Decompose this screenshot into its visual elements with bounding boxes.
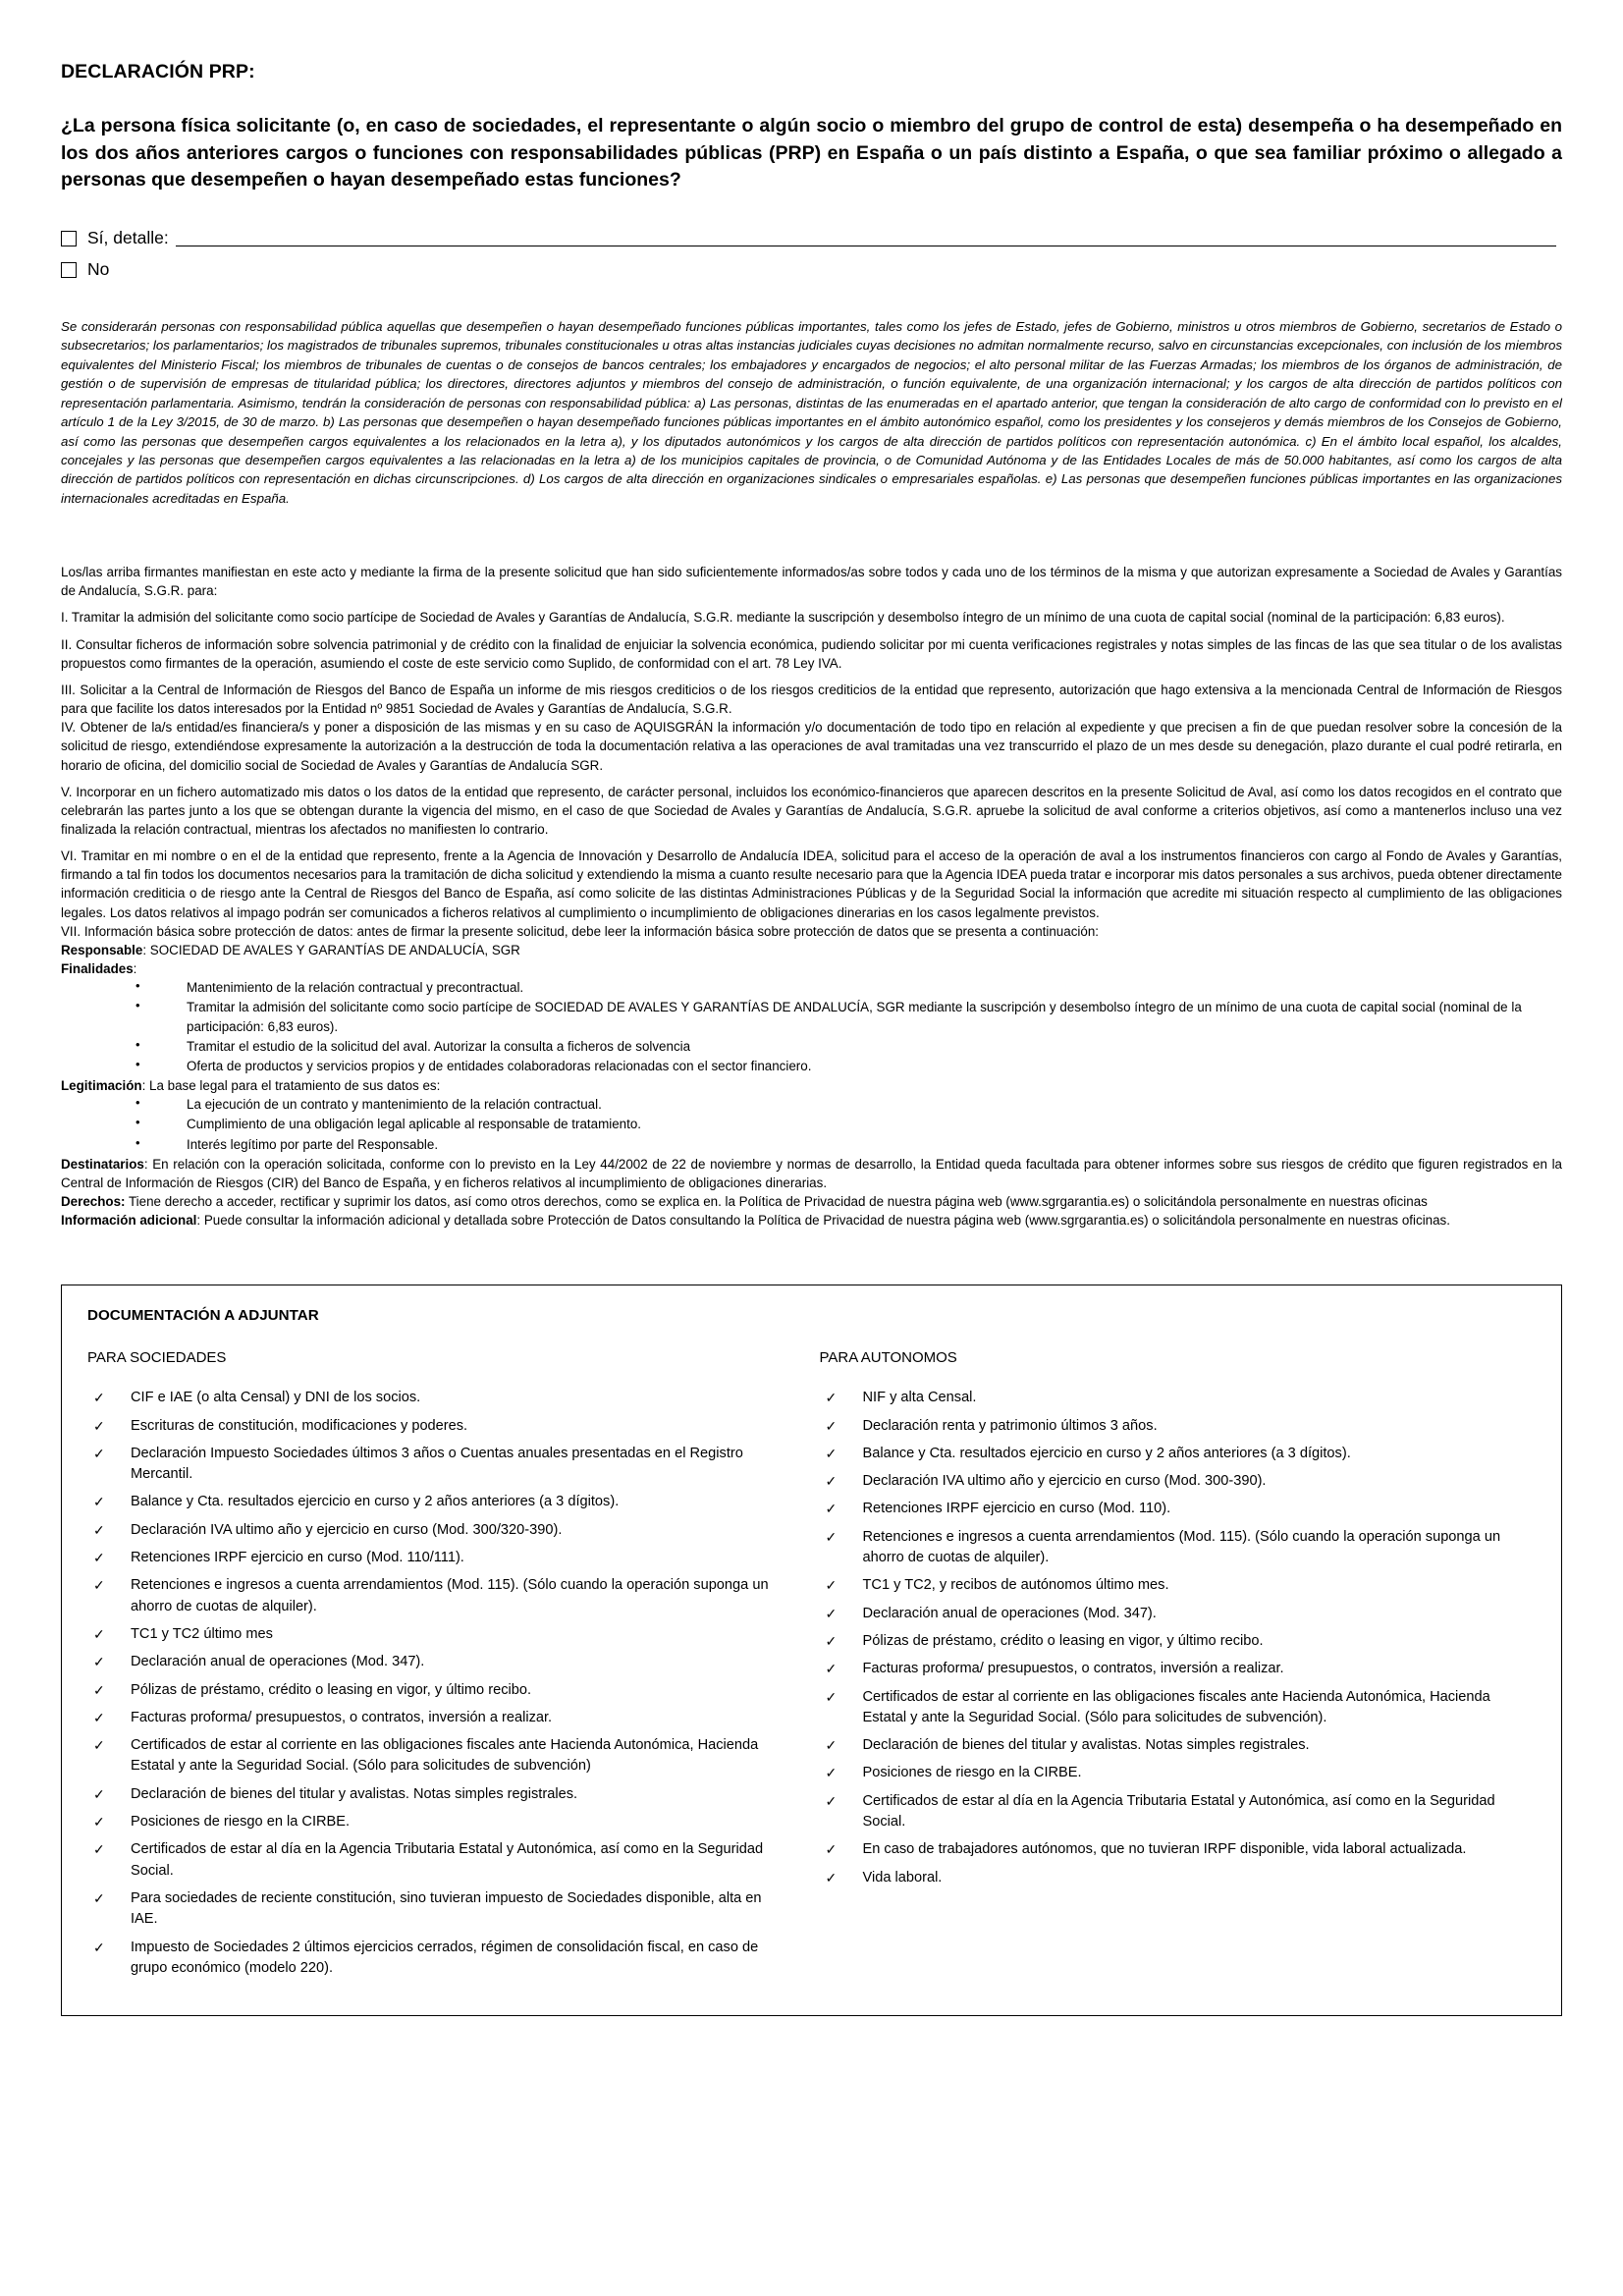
privacy-destinatarios-value: : En relación con la operación solicitada, conforme con lo previsto en la Ley 44/2002 de 22 de noviembre y normas de desarrollo, la Entidad queda facultada para obtener informes sobre sus riesgos de crédito que figuren registrados en la Central de Información de Riesgos (CIR) del Banco de España, y en ficheros relativos al incumplimiento de obligaciones dinerarias. — [61, 1156, 1562, 1190]
privacy-destinatarios — [61, 1155, 1562, 1192]
list-item: ✓ Posiciones de riesgo en la CIRBE. — [820, 1763, 1537, 1783]
list-item: ✓ Declaración de bienes del titular y avalistas. Notas simples registrales. — [87, 1784, 783, 1805]
authorization-item-1: I. Tramitar la admisión del solicitante como socio partícipe de Sociedad de Avales y Garantías de Andalucía, S.G.R. mediante la suscripción y desembolso íntegro de un mínimo de una cuota de capital social (nominal de la participación: 6,83 euros). — [61, 610, 1505, 626]
list-item: ✓ Facturas proforma/ presupuestos, o contratos, inversión a realizar. — [820, 1659, 1537, 1679]
documentation-column-sociedades — [87, 1349, 812, 1986]
privacy-derechos-value: Tiene derecho a acceder, rectificar y suprimir los datos, así como otros derechos, como se explica en. la Política de Privacidad de nuestra página web (www.sgrgarantia.es) o solicitándola personalmente en nuestras oficinas — [125, 1193, 1428, 1209]
privacy-info-adicional-value: : Puede consultar la información adicional y detallada sobre Protección de Datos consultando la Política de Privacidad de nuestra página web (www.sgrgarantia.es) o solicitándola personalmente en nuestras oficinas. — [196, 1213, 1450, 1229]
list-item: ✓ Para sociedades de reciente constitución, sino tuvieran impuesto de Sociedades disponible, alta en IAE. — [87, 1888, 783, 1931]
list-item: ✓ Posiciones de riesgo en la CIRBE. — [87, 1812, 783, 1832]
list-item: ✓ Retenciones e ingresos a cuenta arrendamientos (Mod. 115). (Sólo cuando la operación suponga un ahorro de cuotas de alquiler). — [820, 1527, 1537, 1569]
prp-question: ¿La persona física solicitante (o, en caso de sociedades, el representante o algún socio o miembro del grupo de control de esta) desempeña o ha desempeñado en los dos años anteriores cargos o funciones con responsabilidades públicas (PRP) en España o un país distinto a España, o que sea familiar próximo o allegado a personas que desempeñen o hayan desempeñado estas funciones? — [61, 115, 1562, 191]
authorization-item-6: VI. Tramitar en mi nombre o en el de la entidad que represento, frente a la Agencia de Innovación y Desarrollo de Andalucía IDEA, solicitud para el acceso de la operación de aval a los instrumentos financieros con cargo al Fondo de Avales y Garantías, firmando a tal fin todos los documentos necesarios para la tramitación de dicha solicitud y extendiendo la misma a cuanto resulte necesario para que la Agencia IDEA pueda tratar e incorporar mis datos personales a sus archivos, pueda obtener directamente información crediticia o de riesgo ante la Central de Riesgos del Banco de España, así como solicite de las distintas Administraciones Públicas y de la Seguridad Social la información que acredite mi situación respecto al cumplimiento de las obligaciones legales. Los datos relativos al impago podrán ser comunicados a ficheros relativos al cumplimiento o incumplimiento de obligaciones dinerarias en los casos legalmente previstos. — [61, 848, 1562, 920]
checkbox-no[interactable] — [61, 262, 77, 278]
list-item: ✓ Retenciones IRPF ejercicio en curso (Mod. 110). — [820, 1499, 1537, 1519]
list-item: ✓ En caso de trabajadores autónomos, que no tuvieran IRPF disponible, vida laboral actualizada. — [820, 1839, 1537, 1860]
privacy-responsable-value: : SOCIEDAD DE AVALES Y GARANTÍAS DE ANDALUCÍA, SGR — [142, 942, 520, 957]
legitimacion-list — [61, 1095, 1562, 1153]
list-item: ✓ Vida laboral. — [820, 1868, 1537, 1888]
list-item: • Oferta de productos y servicios propios y de entidades colaboradoras relacionadas con el sector financiero. — [61, 1057, 1562, 1075]
documentation-column-autonomos — [812, 1349, 1537, 1986]
authorization-item-5: V. Incorporar en un fichero automatizado mis datos o los datos de la entidad que represento, de carácter personal, incluidos los económico-financieros que aparecen descritos en la presente Solicitud de Aval, así como los datos recogidos en el contrato que celebrarán las partes junto a los que se obtengan durante la vigencia del mismo, en el caso de que Sociedad de Avales y Garantías de Andalucía, S.G.R. apruebe la solicitud de aval conforme a criterios objetivos, así como a mantenerlos incluso una vez finalizada la relación contractual, mientras los afectados no manifiesten lo contrario. — [61, 784, 1562, 837]
privacy-finalidades-label: Finalidades — [61, 961, 134, 977]
list-item: ✓ Certificados de estar al día en la Agencia Tributaria Estatal y Autonómica, así como en la Seguridad Social. — [820, 1791, 1537, 1833]
checkbox-yes-label: Sí, detalle: — [87, 228, 169, 248]
list-item: ✓ Declaración de bienes del titular y avalistas. Notas simples registrales. — [820, 1735, 1537, 1756]
list-item: ✓ Retenciones e ingresos a cuenta arrendamientos (Mod. 115). (Sólo cuando la operación suponga un ahorro de cuotas de alquiler). — [87, 1575, 783, 1617]
prp-definition-note: Se considerarán personas con responsabilidad pública aquellas que desempeñen o hayan desempeñado funciones públicas importantes, tales como los jefes de Estado, jefes de Gobierno, ministros u otros miembros de Gobierno, secretarios de Estado o subsecretarios; los parlamentarios; los magistrados de tribunales supremos, tribunales constitucionales u otras altas instancias judiciales cuyas decisiones no admitan normalmente recurso, salvo en circunstancias excepcionales, con inclusión de los miembros equivalentes del Ministerio Fiscal; los miembros de tribunales de cuentas o de consejos de bancos centrales; los embajadores y encargados de negocios; el alto personal militar de las Fuerzas Armadas; los miembros de los órganos de administración, de gestión o de supervisión de empresas de titularidad pública; los directores, directores adjuntos y miembros del consejo de administración, o función equivalente, de una organización internacional; y los cargos de alta dirección de partidos políticos con representación parlamentaria. Asimismo, tendrán la consideración de personas con responsabilidad pública: a) Las personas, distintas de las enumeradas en el apartado anterior, que tengan la consideración de alto cargo de conformidad con lo previsto en el artículo 1 de la Ley 3/2015, de 30 de marzo. b) Las personas que desempeñen o hayan desempeñado funciones públicas importantes en el ámbito autonómico español, como los presidentes y los consejeros y demás miembros de los Consejos de Gobierno, así como las personas que desempeñen cargos equivalentes a los relacionados en la letra a), y los diputados autonómicos y los cargos de alta dirección de partidos políticos con representación autonómica. c) En el ámbito local español, los alcaldes, concejales y las personas que desempeñen cargos equivalentes a las relacionadas en la letra a) de los municipios capitales de provincia, o de Comunidad Autónoma y de las Entidades Locales de más de 50.000 habitantes, así como los cargos de alta dirección de partidos políticos con representación en dichas circunscripciones. d) Los cargos de alta dirección en organizaciones sindicales o empresariales españolas. e) Las personas que desempeñen funciones públicas importantes en las organizaciones internacionales acreditadas en España. — [61, 319, 1562, 506]
list-item: ✓ Escrituras de constitución, modificaciones y poderes. — [87, 1416, 783, 1437]
list-item: ✓ Pólizas de préstamo, crédito o leasing en vigor, y último recibo. — [820, 1631, 1537, 1652]
checkbox-yes[interactable] — [61, 231, 77, 246]
list-item: • La ejecución de un contrato y mantenimiento de la relación contractual. — [61, 1095, 1562, 1114]
sociedades-title: PARA SOCIEDADES — [87, 1349, 227, 1367]
privacy-responsable — [61, 941, 1562, 959]
list-item: ✓ Balance y Cta. resultados ejercicio en curso y 2 años anteriores (a 3 dígitos). — [820, 1444, 1537, 1464]
list-item: ✓ Declaración IVA ultimo año y ejercicio en curso (Mod. 300/320-390). — [87, 1520, 783, 1541]
authorization-item-7: VII. Información básica sobre protección de datos: antes de firmar la presente solicitud, debe leer la información básica sobre protección de datos que se presenta a continuación: — [61, 923, 1099, 939]
list-item: ✓ Certificados de estar al corriente en las obligaciones fiscales ante Hacienda Autonómica, Hacienda Estatal y ante la Seguridad Social. (Sólo para solicitudes de subvención). — [820, 1687, 1537, 1729]
detail-input-line[interactable] — [176, 231, 1556, 246]
privacy-finalidades — [61, 959, 1562, 978]
authorization-item-3: III. Solicitar a la Central de Información de Riesgos del Banco de España un informe de mis riesgos crediticios o de los riesgos crediticios de la entidad que represento, autorización que hago extensiva a la mencionada Central de Información de Riesgos para que facilite los datos interesados por la Entidad nº 9851 Sociedad de Avales y Garantías de Andalucía, S.G.R. — [61, 682, 1562, 717]
list-item: • Mantenimiento de la relación contractual y precontractual. — [61, 978, 1562, 997]
option-row-yes[interactable] — [61, 228, 1562, 248]
privacy-legitimacion — [61, 1076, 1562, 1095]
privacy-finalidades-value: : — [133, 961, 137, 977]
list-item: ✓ Declaración IVA ultimo año y ejercicio en curso (Mod. 300-390). — [820, 1471, 1537, 1492]
privacy-derechos — [61, 1192, 1562, 1211]
authorization-item-2: II. Consultar ficheros de información sobre solvencia patrimonial y de crédito con la finalidad de enjuiciar la solvencia económica, pudiendo solicitar por mi cuenta verificaciones registrales y notas simples de las fincas de las que sea titular o de los avalistas propuestos como firmantes de la operación, asumiendo el coste de este servicio como Suplido, de conformidad con el art. 78 Ley IVA. — [61, 636, 1562, 671]
list-item: ✓ Declaración renta y patrimonio últimos 3 años. — [820, 1416, 1537, 1437]
privacy-destinatarios-label: Destinatarios — [61, 1156, 144, 1172]
list-item: ✓ Declaración Impuesto Sociedades últimos 3 años o Cuentas anuales presentadas en el Registro Mercantil. — [87, 1444, 783, 1486]
list-item: ✓ Pólizas de préstamo, crédito o leasing en vigor, y último recibo. — [87, 1680, 783, 1701]
list-item: ✓ Certificados de estar al día en la Agencia Tributaria Estatal y Autonómica, así como en la Seguridad Social. — [87, 1839, 783, 1882]
list-item: ✓ Retenciones IRPF ejercicio en curso (Mod. 110/111). — [87, 1548, 783, 1568]
privacy-info-adicional-label: Información adicional — [61, 1213, 197, 1229]
list-item: • Tramitar la admisión del solicitante como socio partícipe de SOCIEDAD DE AVALES Y GARANTÍAS DE ANDALUCÍA, SGR mediante la suscripción y desembolso íntegro de un mínimo de una cuota de capital social (nominal de la participación: 6,83 euros). — [61, 998, 1562, 1035]
authorization-intro: Los/las arriba firmantes manifiestan en este acto y mediante la firma de la presente solicitud que han sido suficientemente informados/as sobre todos y cada uno de los términos de la misma y que autorizan expresamente a Sociedad de Avales y Garantías de Andalucía, S.G.R. para: — [61, 565, 1562, 599]
authorization-item-4: IV. Obtener de la/s entidad/es financiera/s y poner a disposición de las mismas y en su caso de AQUISGRÁN la información y/o documentación de todo tipo en relación al expediente y que precisen a fin de que puedan resolver sobre la concesión de la solicitud de riesgo, extendiéndose expresamente la autorización a la destrucción de toda la documentación relativa a las operaciones de aval tramitadas una vez transcurrido el plazo de un mes desde su denegación, plazo durante el cual podré retirarla, en horario de oficina, del domicilio social de Sociedad de Avales y Garantías de Andalucía SGR. — [61, 720, 1562, 773]
list-item: ✓ Balance y Cta. resultados ejercicio en curso y 2 años anteriores (a 3 dígitos). — [87, 1492, 783, 1512]
documentation-box — [61, 1285, 1562, 2016]
list-item: ✓ TC1 y TC2, y recibos de autónomos último mes. — [820, 1575, 1537, 1596]
option-row-no[interactable] — [61, 259, 1562, 280]
list-item: ✓ CIF e IAE (o alta Censal) y DNI de los socios. — [87, 1388, 783, 1408]
privacy-derechos-label: Derechos: — [61, 1193, 126, 1209]
list-item: ✓ Declaración anual de operaciones (Mod. 347). — [820, 1604, 1537, 1624]
sociedades-list — [87, 1388, 783, 1979]
finalidades-list — [61, 978, 1562, 1075]
autonomos-list — [820, 1388, 1537, 1888]
documentation-columns — [87, 1349, 1536, 1986]
list-item: ✓ Certificados de estar al corriente en las obligaciones fiscales ante Hacienda Autonómica, Hacienda Estatal y ante la Seguridad Social. (Sólo para solicitudes de subvención) — [87, 1735, 783, 1777]
authorization-block — [61, 563, 1562, 1230]
autonomos-title: PARA AUTONOMOS — [819, 1349, 957, 1367]
privacy-responsable-label: Responsable — [61, 942, 143, 957]
checkbox-no-label: No — [87, 259, 110, 280]
privacy-legitimacion-value: : La base legal para el tratamiento de sus datos es: — [141, 1078, 441, 1094]
list-item: ✓ Impuesto de Sociedades 2 últimos ejercicios cerrados, régimen de consolidación fiscal, en caso de grupo económico (modelo 220). — [87, 1938, 783, 1980]
list-item: ✓ Facturas proforma/ presupuestos, o contratos, inversión a realizar. — [87, 1708, 783, 1728]
documentation-box-title: DOCUMENTACIÓN A ADJUNTAR — [87, 1307, 319, 1325]
list-item: ✓ TC1 y TC2 último mes — [87, 1624, 783, 1645]
page-title: DECLARACIÓN PRP: — [61, 61, 255, 82]
list-item: ✓ NIF y alta Censal. — [820, 1388, 1537, 1408]
privacy-legitimacion-label: Legitimación — [61, 1078, 142, 1094]
list-item: • Interés legítimo por parte del Responsable. — [61, 1135, 1562, 1154]
list-item: • Tramitar el estudio de la solicitud del aval. Autorizar la consulta a ficheros de solvencia — [61, 1037, 1562, 1056]
list-item: • Cumplimiento de una obligación legal aplicable al responsable de tratamiento. — [61, 1115, 1562, 1133]
privacy-info-adicional — [61, 1211, 1562, 1230]
list-item: ✓ Declaración anual de operaciones (Mod. 347). — [87, 1652, 783, 1672]
